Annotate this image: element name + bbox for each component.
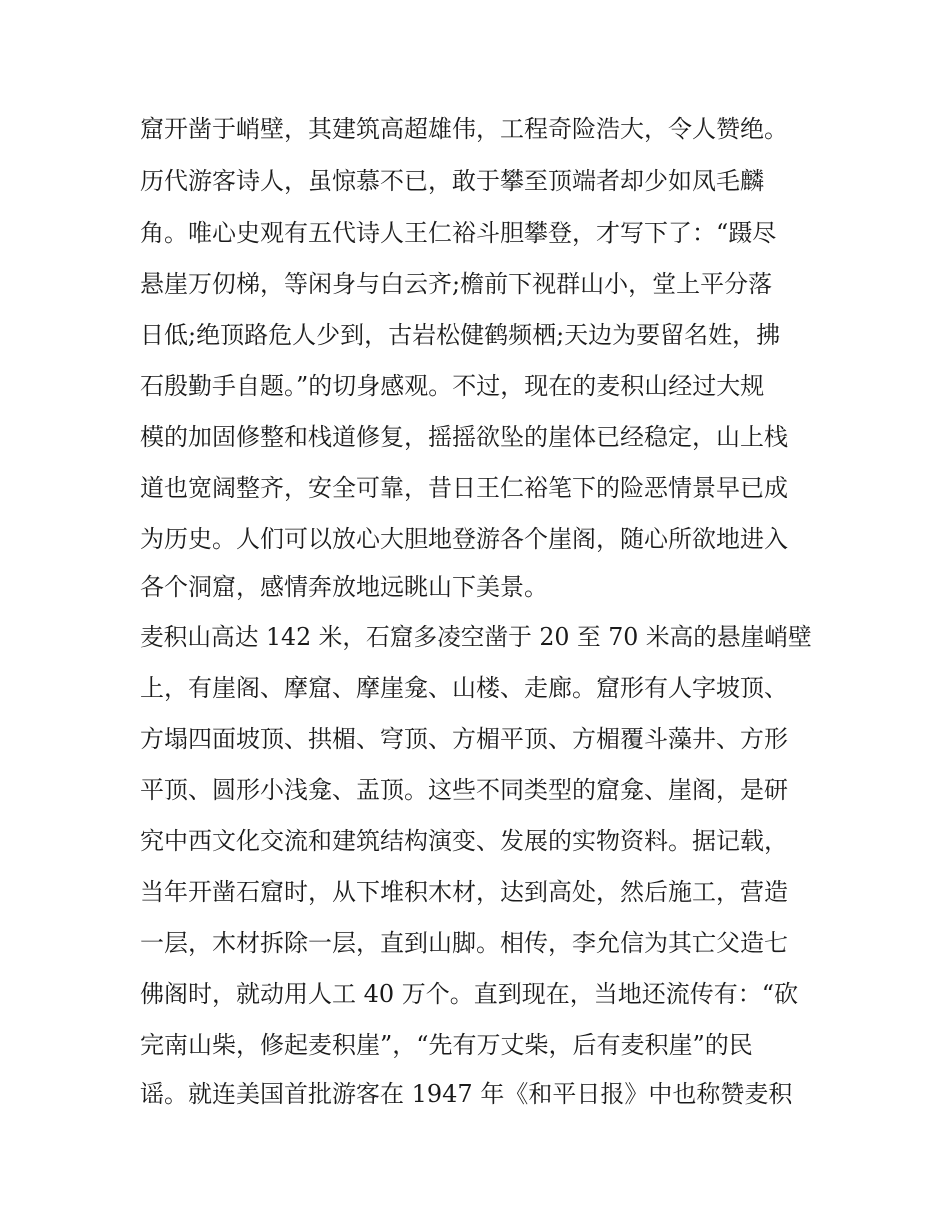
text-line: 麦积山高达 142 米，石窟多凌空凿于 20 至 70 米高的悬崖峭壁 bbox=[140, 623, 812, 651]
text-line: 石殷勤手自题。”的切身感观。不过，现在的麦积山经过大规 bbox=[140, 372, 765, 400]
text-line: 究中西文化交流和建筑结构演变、发展的实物资料。据记载， bbox=[140, 827, 788, 855]
text-line: 当年开凿石窟时，从下堆积木材，达到高处，然后施工，营造 bbox=[140, 878, 788, 906]
text-line: 平顶、圆形小浅龛、盂顶。这些不同类型的窟龛、崖阁，是研 bbox=[140, 776, 788, 804]
text-line: 一层，木材拆除一层，直到山脚。相传，李允信为其亡父造七 bbox=[140, 929, 788, 957]
text-line: 完南山柴，修起麦积崖”，“先有万丈柴，后有麦积崖”的民 bbox=[140, 1031, 753, 1059]
text-line: 道也宽阔整齐，安全可靠，昔日王仁裕笔下的险恶情景早已成 bbox=[140, 474, 788, 502]
text-line: 方塌四面坡顶、拱楣、穹顶、方楣平顶、方楣覆斗藻井、方形 bbox=[140, 725, 788, 753]
text-line: 各个洞窟，感情奔放地远眺山下美景。 bbox=[140, 573, 548, 601]
text-line: 为历史。人们可以放心大胆地登游各个崖阁，随心所欲地进入 bbox=[140, 525, 788, 553]
text-line: 历代游客诗人，虽惊慕不已，敢于攀至顶端者却少如凤毛麟 bbox=[140, 167, 764, 195]
text-line: 窟开凿于峭壁，其建筑高超雄伟，工程奇险浩大，令人赞绝。 bbox=[140, 115, 788, 143]
text-line: 谣。就连美国首批游客在 1947 年《和平日报》中也称赞麦积 bbox=[140, 1080, 793, 1108]
text-line: 悬崖万仞梯，等闲身与白云齐;檐前下视群山小，堂上平分落 bbox=[140, 270, 773, 298]
text-line: 日低;绝顶路危人少到，古岩松健鹤频栖;天边为要留名姓，拂 bbox=[140, 321, 781, 349]
text-line: 上，有崖阁、摩窟、摩崖龛、山楼、走廊。窟形有人字坡顶、 bbox=[140, 674, 788, 702]
text-line: 模的加固修整和栈道修复，摇摇欲坠的崖体已经稳定，山上栈 bbox=[140, 423, 788, 451]
text-line: 佛阁时，就动用人工 40 万个。直到现在，当地还流传有：“砍 bbox=[140, 980, 799, 1008]
text-line: 角。唯心史观有五代诗人王仁裕斗胆攀登，才写下了：“蹑尽 bbox=[140, 219, 777, 247]
